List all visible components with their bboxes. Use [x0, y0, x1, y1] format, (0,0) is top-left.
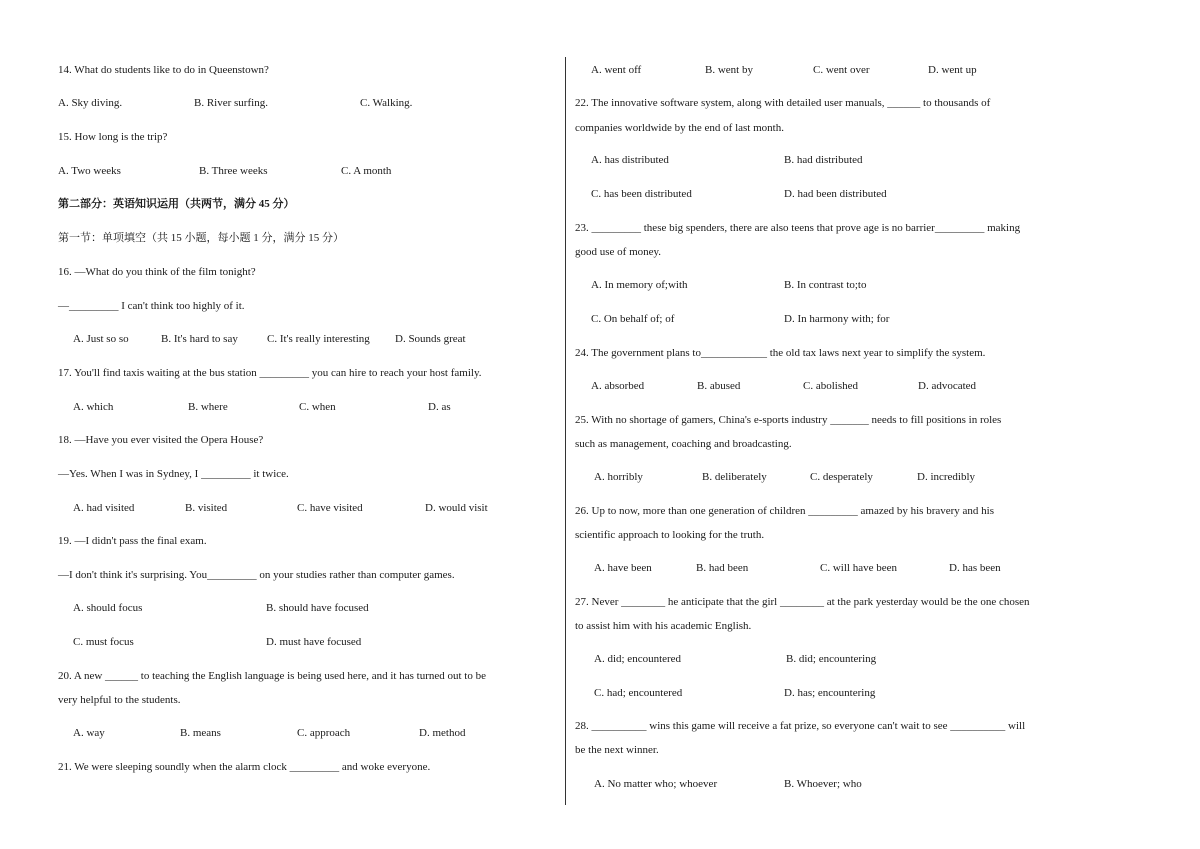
q14-option-c: C. Walking.	[360, 97, 413, 109]
question-28-line2: be the next winner.	[575, 744, 659, 756]
q23-option-b: B. In contrast to;to	[784, 279, 867, 291]
q26-option-a: A. have been	[594, 562, 652, 574]
q25-option-c: C. desperately	[810, 471, 873, 483]
q19-option-b: B. should have focused	[266, 602, 369, 614]
question-14: 14. What do students like to do in Queenstown?	[58, 64, 269, 76]
question-19-line2: —I don't think it's surprising. You_________ on your studies rather than computer games.	[58, 569, 455, 581]
q18-option-c: C. have visited	[297, 502, 363, 514]
q18-option-a: A. had visited	[73, 502, 135, 514]
question-23-line2: good use of money.	[575, 246, 662, 258]
q16-option-c: C. It's really interesting	[267, 333, 370, 345]
q19-option-a: A. should focus	[73, 602, 143, 614]
question-23-line1: 23. _________ these big spenders, there are also teens that prove age is no barrier_________ making	[575, 222, 1021, 234]
question-20-line2: very helpful to the students.	[58, 694, 181, 706]
q21-option-c: C. went over	[813, 64, 870, 76]
column-divider	[565, 57, 566, 805]
q25-option-d: D. incredibly	[917, 471, 976, 483]
question-26-line1: 26. Up to now, more than one generation of children _________ amazed by his bravery and his	[575, 505, 995, 517]
q17-option-a: A. which	[73, 401, 114, 413]
q14-option-b: B. River surfing.	[194, 97, 268, 109]
q23-option-c: C. On behalf of; of	[591, 313, 675, 325]
question-16-line1: 16. —What do you think of the film tonight?	[58, 266, 256, 278]
question-25-line1: 25. With no shortage of gamers, China's e-sports industry _______ needs to fill positions in roles	[575, 414, 1002, 426]
q19-option-c: C. must focus	[73, 636, 134, 648]
question-16-line2: —_________ I can't think too highly of it.	[58, 300, 245, 312]
question-27-line2: to assist him with his academic English.	[575, 620, 752, 632]
q25-option-a: A. horribly	[594, 471, 643, 483]
q14-option-a: A. Sky diving.	[58, 97, 123, 109]
question-17: 17. You'll find taxis waiting at the bus station _________ you can hire to reach your host family.	[58, 367, 482, 379]
q26-option-d: D. has been	[949, 562, 1001, 574]
q22-option-a: A. has distributed	[591, 154, 669, 166]
q23-option-a: A. In memory of;with	[591, 279, 688, 291]
q19-option-d: D. must have focused	[266, 636, 362, 648]
q16-option-a: A. Just so so	[73, 333, 129, 345]
q17-option-b: B. where	[188, 401, 228, 413]
q20-option-d: D. method	[419, 727, 466, 739]
q26-option-c: C. will have been	[820, 562, 897, 574]
q25-option-b: B. deliberately	[702, 471, 767, 483]
q27-option-d: D. has; encountering	[784, 687, 876, 699]
q28-option-a: A. No matter who; whoever	[594, 778, 718, 790]
question-21: 21. We were sleeping soundly when the alarm clock _________ and woke everyone.	[58, 761, 431, 773]
q24-option-a: A. absorbed	[591, 380, 645, 392]
q22-option-b: B. had distributed	[784, 154, 863, 166]
q21-option-b: B. went by	[705, 64, 753, 76]
question-18-line2: —Yes. When I was in Sydney, I _________ it twice.	[58, 468, 289, 480]
q27-option-b: B. did; encountering	[786, 653, 877, 665]
question-24: 24. The government plans to____________ the old tax laws next year to simplify the system.	[575, 347, 986, 359]
q15-option-c: C. A month	[341, 165, 392, 177]
q24-option-d: D. advocated	[918, 380, 977, 392]
q17-option-d: D. as	[428, 401, 451, 413]
q17-option-c: C. when	[299, 401, 336, 413]
question-27-line1: 27. Never ________ he anticipate that the girl ________ at the park yesterday would be the one chosen	[575, 596, 1030, 608]
q28-option-b: B. Whoever; who	[784, 778, 862, 790]
q26-option-b: B. had been	[696, 562, 749, 574]
question-22-line2: companies worldwide by the end of last month.	[575, 122, 784, 134]
q22-option-c: C. has been distributed	[591, 188, 692, 200]
section1-heading: 第一节：单项填空（共 15 小题，每小题 1 分，满分 15 分）	[58, 232, 344, 244]
question-18-line1: 18. —Have you ever visited the Opera House?	[58, 434, 264, 446]
q20-option-a: A. way	[73, 727, 105, 739]
q16-option-d: D. Sounds great	[395, 333, 466, 345]
q15-option-b: B. Three weeks	[199, 165, 268, 177]
q23-option-d: D. In harmony with; for	[784, 313, 890, 325]
question-25-line2: such as management, coaching and broadcasting.	[575, 438, 792, 450]
question-15: 15. How long is the trip?	[58, 131, 168, 143]
question-22-line1: 22. The innovative software system, along with detailed user manuals, ______ to thousands of	[575, 97, 991, 109]
q27-option-c: C. had; encountered	[594, 687, 683, 699]
q21-option-a: A. went off	[591, 64, 642, 76]
q20-option-c: C. approach	[297, 727, 351, 739]
q16-option-b: B. It's hard to say	[161, 333, 238, 345]
q18-option-b: B. visited	[185, 502, 228, 514]
question-26-line2: scientific approach to looking for the truth.	[575, 529, 765, 541]
q24-option-c: C. abolished	[803, 380, 858, 392]
question-19-line1: 19. —I didn't pass the final exam.	[58, 535, 207, 547]
question-28-line1: 28. __________ wins this game will receive a fat prize, so everyone can't wait to see __________ will	[575, 720, 1026, 732]
part2-heading: 第二部分：英语知识运用（共两节，满分 45 分）	[58, 198, 295, 210]
q15-option-a: A. Two weeks	[58, 165, 121, 177]
q22-option-d: D. had been distributed	[784, 188, 887, 200]
q18-option-d: D. would visit	[425, 502, 488, 514]
q20-option-b: B. means	[180, 727, 221, 739]
q21-option-d: D. went up	[928, 64, 977, 76]
q24-option-b: B. abused	[697, 380, 741, 392]
q27-option-a: A. did; encountered	[594, 653, 682, 665]
question-20-line1: 20. A new ______ to teaching the English language is being used here, and it has turned out to be	[58, 670, 486, 682]
